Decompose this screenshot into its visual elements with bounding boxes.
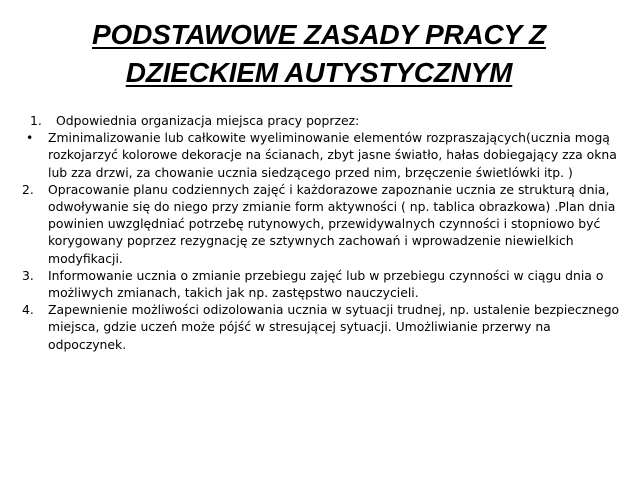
list-item-text: Zapewnienie możliwości odizolowania ucznia w sytuacji trudnej, np. ustalenie bezpiecznego miejsca, gdzie uczeń może pójść w stresującej sytuacji. Umożliwianie przerwy na odpoczynek. — [48, 302, 620, 352]
slide-body — [22, 112, 622, 353]
list-item-text: Informowanie ucznia o zmianie przebiegu zajęć lub w przebiegu czynności w ciągu dnia o możliwych zmianach, takich jak np. zastępstwo nauczycieli. — [48, 267, 604, 301]
slide-title-line-2: DZIECKIEM AUTYSTYCZNYM — [125, 57, 513, 88]
list-number: 2. — [22, 181, 34, 197]
list-item-3 — [22, 267, 622, 301]
list-item-text: Zminimalizowanie lub całkowite wyeliminowanie elementów rozpraszających(ucznia mogą rozkojarzyć kolorowe dekoracje na ścianach, zbyt jasne światło, hałas dobiegający zza okna lub zza drzwi, za chowanie ucznia siedzącego przed nim, brzęczenie świetlówki itp. ) — [48, 130, 617, 180]
list-number: 4. — [22, 302, 34, 318]
list-item-intro — [22, 112, 622, 129]
list-number: 3. — [22, 267, 34, 283]
list-number: 1. — [30, 113, 42, 128]
list-item-bullet — [22, 129, 622, 181]
list-item-text: Odpowiednia organizacja miejsca pracy poprzez: — [56, 113, 360, 128]
slide-title-line-1: PODSTAWOWE ZASADY PRACY Z — [92, 19, 546, 50]
list-item-2 — [22, 181, 622, 267]
bullet-icon: • — [26, 130, 34, 146]
slide-title — [40, 16, 598, 92]
list-item-4 — [22, 301, 622, 353]
list-item-text: Opracowanie planu codziennych zajęć i każdorazowe zapoznanie ucznia ze strukturą dnia, odwoływanie się do niego przy zmianie form aktywności ( np. tablica obrazkowa) .Plan dnia powinien uwzględniać potrzebę rutynowych, przewidywalnych czynności i stopniowo być korygowany poprzez rezygnację ze sztywnych zachowań i wprowadzenie niewielkich modyfikacji. — [48, 181, 616, 266]
